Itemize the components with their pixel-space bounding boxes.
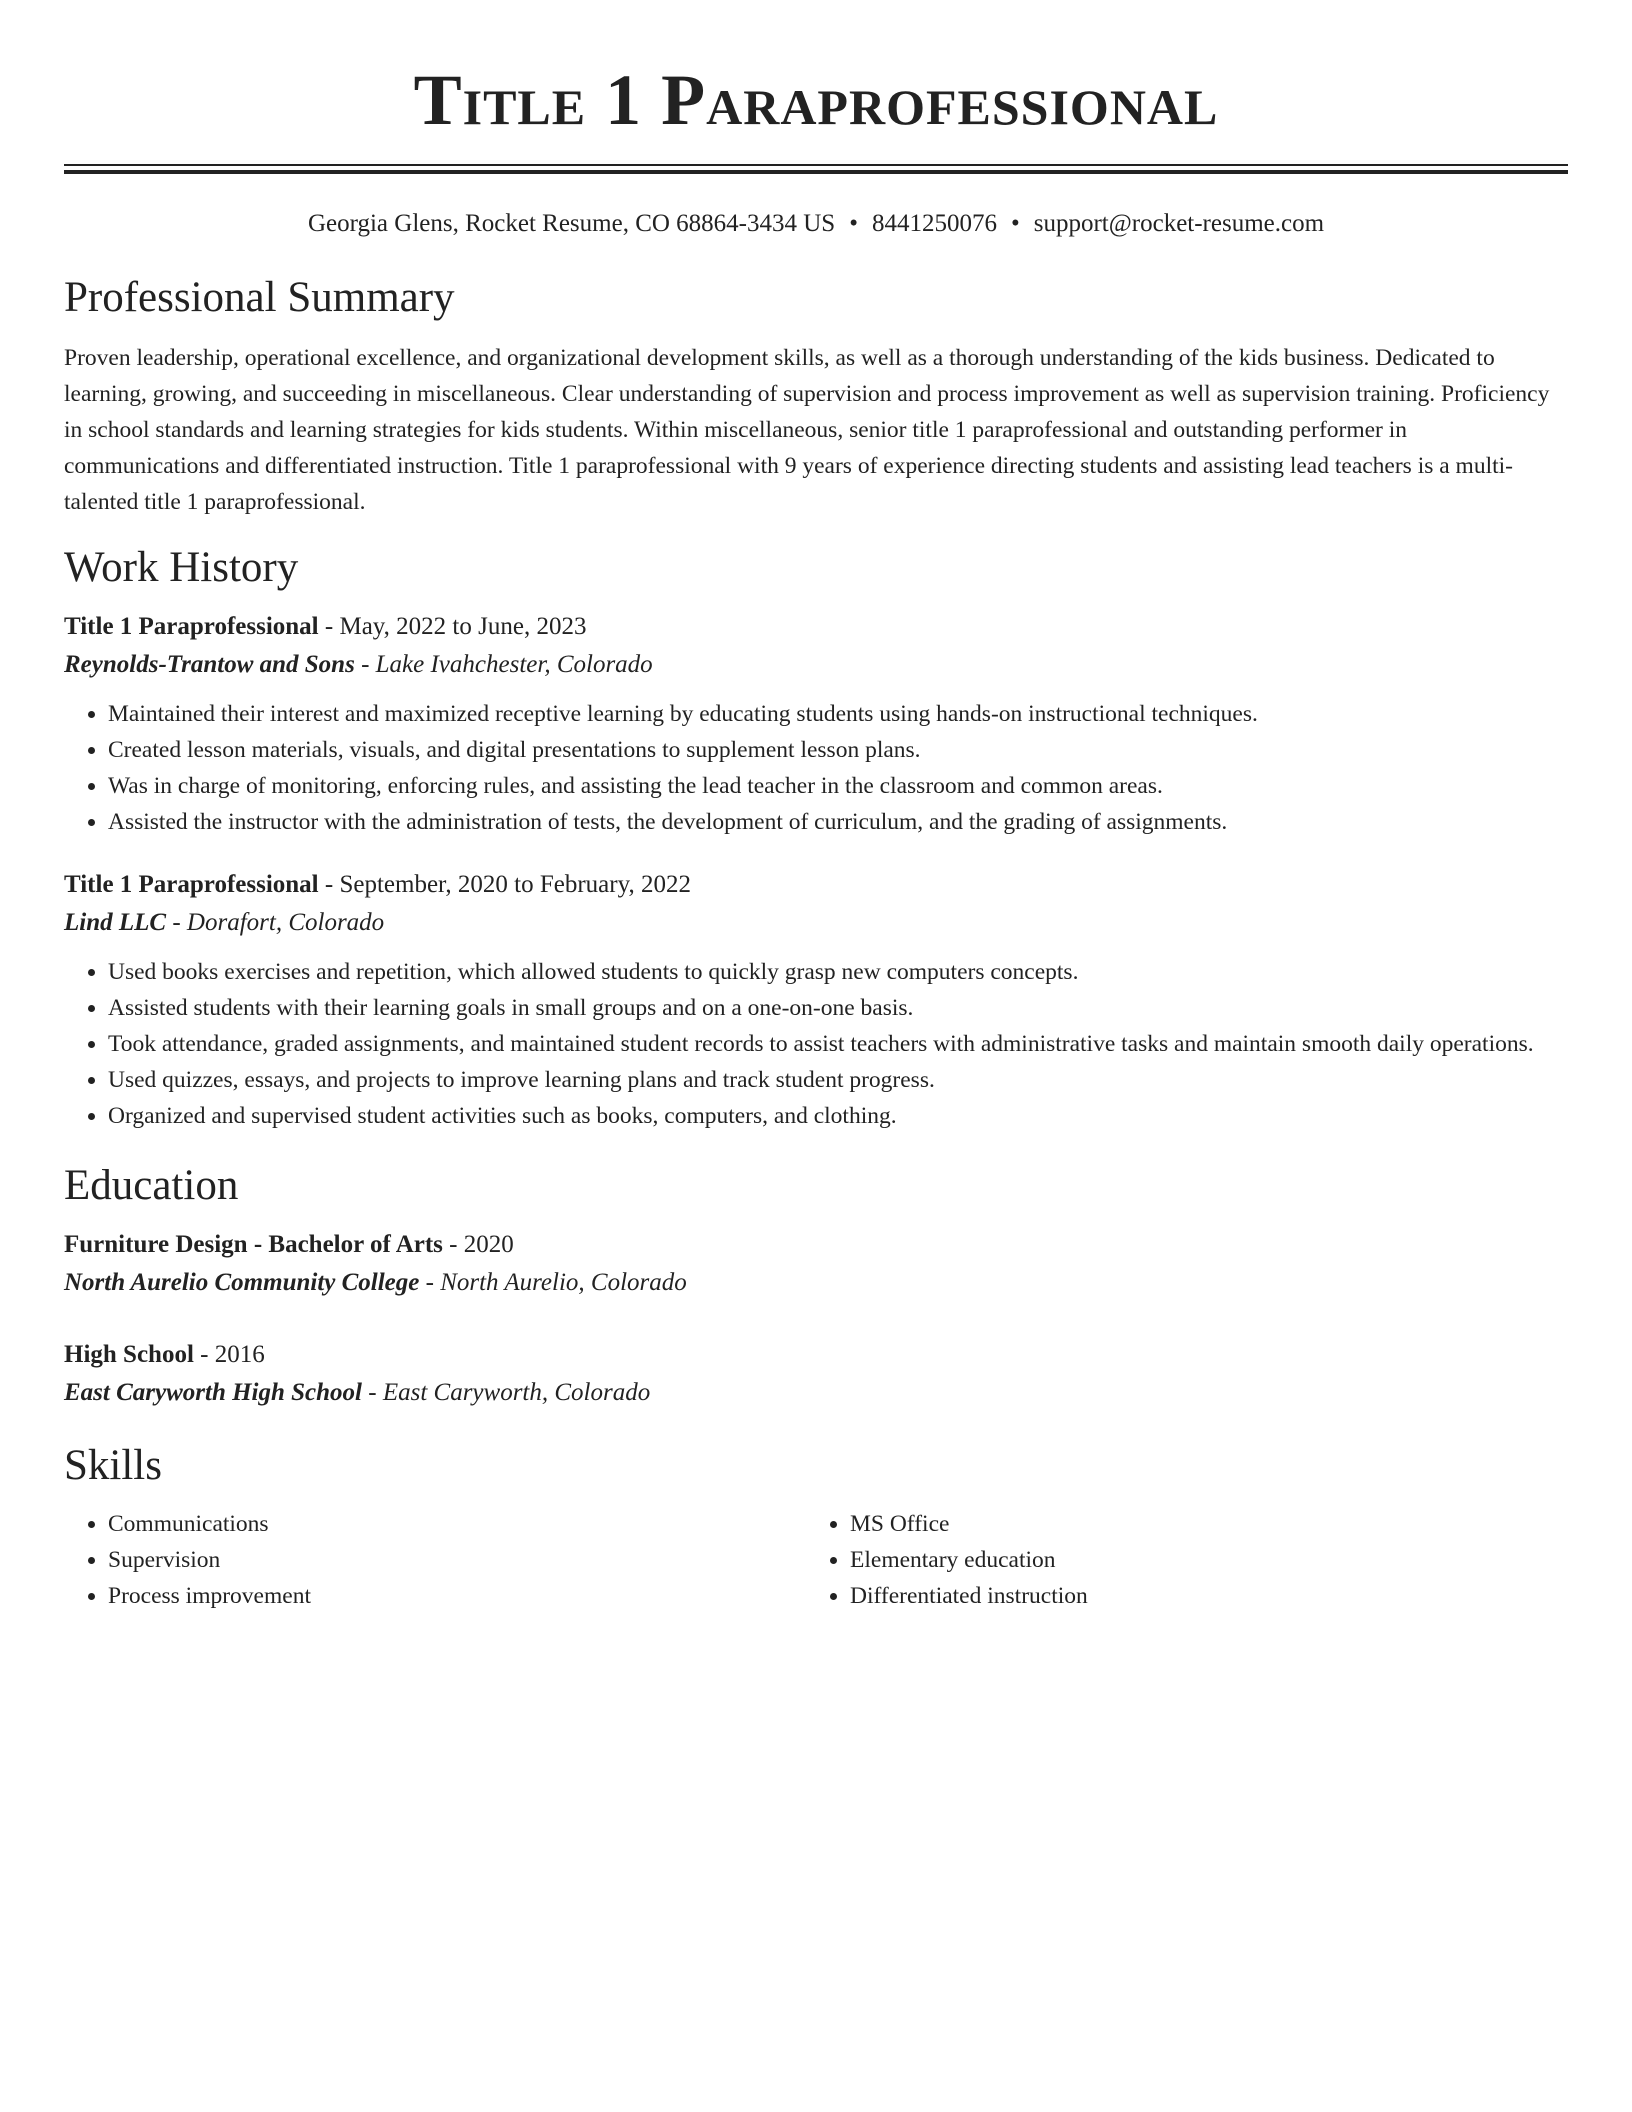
education-degree: Furniture Design - Bachelor of Arts: [64, 1231, 443, 1258]
education-year: 2020: [463, 1231, 514, 1258]
contact-line: [64, 208, 1568, 240]
education-school-line: North Aurelio Community College - North Aurelio, Colorado: [64, 1269, 687, 1296]
contact-address: Georgia Glens, Rocket Resume, CO 68864-3434 US: [307, 210, 836, 237]
education-header: Furniture Design - Bachelor of Arts - 2020: [64, 1231, 514, 1258]
title-divider: [64, 164, 1568, 174]
skills-heading: Skills: [64, 1442, 162, 1489]
job-bullets: [64, 696, 1568, 840]
job-bullet: • Took attendance, graded assignments, and maintained student records to assist teachers with administrative tasks and maintain smooth daily operations.: [108, 1026, 1568, 1062]
job-employer: Reynolds-Trantow and Sons - Lake Ivahchester, Colorado: [64, 651, 653, 678]
contact-email: support@rocket-resume.com: [1033, 210, 1325, 237]
job-bullet: • Used books exercises and repetition, which allowed students to quickly grasp new computers concepts.: [108, 954, 1568, 990]
education-heading: Education: [64, 1162, 239, 1209]
summary-text: Proven leadership, operational excellence, and organizational development skills, as well as a thorough understanding of the kids business. Dedicated to learning, growing, and succeeding in miscellaneous. Clear understanding of supervision and process improvement as well as supervision training. Proficiency in school standards and learning strategies for kids students. Within miscellaneous, senior title 1 paraprofessional and outstanding performer in communications and differentiated instruction. Title 1 paraprofessional with 9 years of experience directing students and assisting lead teachers is a multi-talented title 1 paraprofessional.: [64, 345, 1550, 515]
job-company: Reynolds-Trantow and Sons: [64, 651, 355, 678]
skill-item: • Communications: [108, 1506, 806, 1542]
education-header: High School - 2016: [64, 1341, 265, 1368]
job-header: Title 1 Paraprofessional - September, 2020 to February, 2022: [64, 871, 691, 898]
job-location: Lake Ivahchester, Colorado: [375, 651, 653, 678]
education-entry: [64, 1336, 1568, 1412]
skills-column-right: [806, 1506, 1548, 1614]
skill-item: • Process improvement: [108, 1578, 806, 1614]
job-title: Title 1 Paraprofessional: [64, 613, 319, 640]
skill-item: • Differentiated instruction: [850, 1578, 1548, 1614]
work-history-heading: Work History: [64, 544, 299, 591]
job-entry: [64, 866, 1568, 1134]
job-employer: Lind LLC - Dorafort, Colorado: [64, 909, 385, 936]
job-bullet: • Assisted students with their learning goals in small groups and on a one-on-one basis.: [108, 990, 1568, 1026]
job-bullet: • Created lesson materials, visuals, and digital presentations to supplement lesson plans.: [108, 732, 1568, 768]
education-degree: High School: [64, 1341, 194, 1368]
job-bullets: [64, 954, 1568, 1134]
skills-section: [64, 1440, 1568, 1614]
job-company: Lind LLC: [64, 909, 167, 936]
job-bullet: • Organized and supervised student activities such as books, computers, and clothing.: [108, 1098, 1568, 1134]
job-dates: May, 2022 to June, 2023: [339, 613, 587, 640]
contact-separator: •: [849, 210, 858, 237]
education-year: 2016: [214, 1341, 265, 1368]
job-bullet: • Assisted the instructor with the administration of tests, the development of curriculum, and the grading of assignments.: [108, 804, 1568, 840]
job-bullet: • Used quizzes, essays, and projects to improve learning plans and track student progress.: [108, 1062, 1568, 1098]
job-entry: [64, 608, 1568, 840]
summary-section: [64, 272, 1568, 520]
skill-item: • Elementary education: [850, 1542, 1548, 1578]
job-dates: September, 2020 to February, 2022: [339, 871, 691, 898]
skills-column-left: [64, 1506, 806, 1614]
skills-grid: [64, 1506, 1568, 1614]
contact-separator: •: [1010, 210, 1020, 237]
job-title: Title 1 Paraprofessional: [64, 871, 319, 898]
job-header: Title 1 Paraprofessional - May, 2022 to June, 2023: [64, 613, 587, 640]
education-location: East Caryworth, Colorado: [382, 1379, 651, 1406]
job-bullet: • Maintained their interest and maximized receptive learning by educating students using hands-on instructional techniques.: [108, 696, 1568, 732]
summary-heading: Professional Summary: [64, 274, 455, 321]
education-school-line: East Caryworth High School - East Caryworth, Colorado: [64, 1379, 651, 1406]
education-location: North Aurelio, Colorado: [440, 1269, 687, 1296]
education-school: East Caryworth High School: [64, 1379, 362, 1406]
skill-item: • Supervision: [108, 1542, 806, 1578]
skill-item: • MS Office: [850, 1506, 1548, 1542]
education-entry: [64, 1226, 1568, 1302]
resume-title: Title 1 Paraprofessional: [413, 60, 1219, 140]
education-section: [64, 1160, 1568, 1412]
job-bullet: • Was in charge of monitoring, enforcing rules, and assisting the lead teacher in the classroom and common areas.: [108, 768, 1568, 804]
work-history-section: [64, 542, 1568, 1134]
contact-phone: 8441250076: [871, 210, 997, 237]
job-location: Dorafort, Colorado: [186, 909, 385, 936]
education-school: North Aurelio Community College: [64, 1269, 420, 1296]
